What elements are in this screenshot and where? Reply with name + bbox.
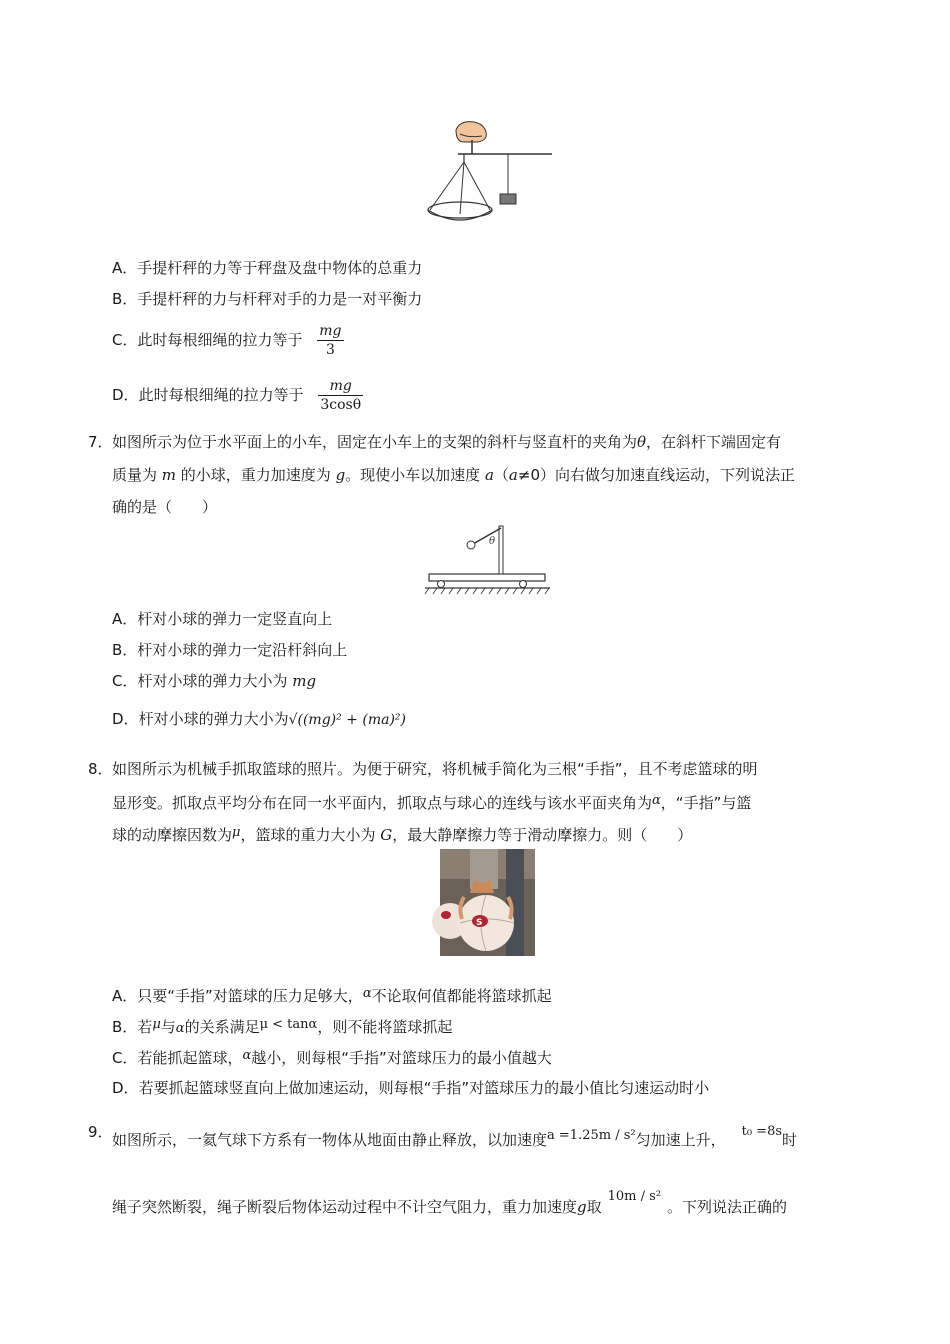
stem-text: ，在斜杆下端固定有 (646, 433, 782, 451)
option-text: 杆对小球的弹力一定沿杆斜向上 (137, 641, 348, 659)
mu-symbol: μ (232, 825, 241, 840)
option-label: D． (112, 1079, 139, 1097)
mass-symbol: m (161, 466, 177, 484)
option-label: B． (112, 1018, 138, 1036)
q8-option-b (112, 1014, 452, 1040)
theta-symbol: θ (637, 433, 647, 451)
stem-text: （ (493, 466, 509, 484)
robot-hand-basketball-photo (440, 849, 535, 956)
option-label: B． (112, 290, 138, 308)
option-text: 杆对小球的弹力一定竖直向上 (137, 610, 333, 628)
time-value: t₀ =8s (741, 1124, 783, 1139)
alpha-symbol: α (175, 1021, 185, 1036)
fraction (318, 377, 363, 414)
q7-stem-line1 (112, 431, 781, 453)
fraction (317, 322, 343, 359)
math-expression: μ < tanα (259, 1017, 318, 1032)
option-label: C． (112, 331, 138, 349)
accel-symbol: a (484, 466, 494, 484)
q9-line2 (112, 1186, 787, 1218)
stem-text: 取 (586, 1198, 602, 1216)
option-text: 的关系满足 (184, 1018, 260, 1036)
option-text: 手提杆秤的力与杆秤对手的力是一对平衡力 (137, 290, 423, 308)
option-text: ，则不能将篮球抓起 (317, 1018, 453, 1036)
q7-stem-line2 (112, 464, 795, 486)
option-text: 此时每根细绳的拉力等于 (138, 386, 304, 404)
stem-text: 。现使小车以加速度 (345, 466, 485, 484)
q7-option-a (112, 608, 332, 630)
q8-option-c (112, 1045, 552, 1069)
fraction-numerator: mg (329, 378, 352, 394)
option-text: 若要抓起篮球竖直向上做加速运动，则每根“手指”对篮球压力的最小值比匀速运动时小 (138, 1079, 710, 1097)
option-text: 越小，则每根“手指”对篮球压力的最小值越大 (251, 1049, 552, 1067)
q7-option-c (112, 670, 316, 692)
option-text: 不论取何值都能将篮球抓起 (371, 987, 552, 1005)
option-label: D． (112, 386, 139, 404)
q7-number: 7． (88, 433, 113, 451)
q7-option-d (112, 708, 406, 731)
mu-symbol: μ (152, 1017, 161, 1032)
stem-text: ，“手指”与篮 (660, 794, 752, 812)
stem-text: 的小球，重力加速度为 (176, 466, 336, 484)
gravity-symbol: g (577, 1198, 587, 1216)
stem-text: 如图所示为位于水平面上的小车，固定在小车上的支架的斜杆与竖直杆的夹角为 (112, 433, 638, 451)
stem-text: 。下列说法正确的 (667, 1198, 788, 1216)
weight-symbol: G (380, 826, 393, 844)
q6-option-a (112, 257, 422, 279)
theta-label: θ (489, 536, 496, 547)
option-text: 杆对小球的弹力大小为 (137, 672, 293, 690)
option-text: 手提杆秤的力等于秤盘及盘中物体的总重力 (137, 259, 423, 277)
q8-option-a (112, 983, 552, 1007)
stem-text: 匀加速上升， (635, 1131, 726, 1149)
q6-option-c (112, 320, 344, 360)
stem-text: 球的动摩擦因数为 (112, 826, 233, 844)
q6-option-d (112, 375, 363, 415)
option-label: C． (112, 672, 138, 690)
acceleration-value: a =1.25m / s² (547, 1128, 636, 1143)
gravity-value: 10m / s² (607, 1189, 662, 1204)
option-label: A． (112, 987, 138, 1005)
alpha-symbol: α (652, 793, 661, 808)
stem-text: 时 (782, 1131, 798, 1149)
stem-text: 质量为 (112, 466, 162, 484)
q9-number: 9． (88, 1123, 113, 1141)
q6-option-b (112, 288, 422, 310)
q8-option-d (112, 1077, 709, 1099)
q7-option-b (112, 639, 347, 661)
option-text: 若能抓起篮球， (137, 1049, 243, 1067)
q8-stem-line3 (112, 822, 692, 846)
stem-text: ≠0）向右做匀加速直线运动，下列说法正 (517, 466, 795, 484)
alpha-symbol: α (362, 986, 372, 1001)
option-text: 只要“手指”对篮球的压力足够大， (137, 987, 363, 1005)
option-text: 杆对小球的弹力大小为 (138, 710, 289, 728)
option-label: C． (112, 1049, 138, 1067)
fraction-denominator: 3cosθ (320, 397, 362, 413)
hand-icon (456, 122, 486, 142)
stem-text: ，篮球的重力大小为 (240, 826, 381, 844)
gravity-symbol: g (335, 466, 346, 484)
accel-symbol: a (508, 466, 518, 484)
q9-line1 (112, 1121, 797, 1151)
option-text: 若 (137, 1018, 153, 1036)
fraction-denominator: 3 (317, 340, 343, 359)
option-text: 此时每根细绳的拉力等于 (137, 331, 303, 349)
stem-text: 绳子突然断裂，绳子断裂后物体运动过程中不计空气阻力，重力加速度 (112, 1198, 578, 1216)
fraction-numerator: mg (319, 323, 342, 339)
option-label: D． (112, 710, 139, 728)
steelyard-figure (420, 118, 560, 228)
cart-figure (425, 522, 550, 597)
option-label: B． (112, 641, 138, 659)
q8-stem-line2 (112, 790, 751, 814)
q8-stem-line1: 如图所示为机械手抓取篮球的照片。为便于研究，将机械手简化为三根“手指”，且不考虑篮球的明 (112, 760, 758, 778)
photo-ball-letter: S (476, 918, 483, 928)
option-label: A． (112, 259, 138, 277)
q7-stem-line3: 确的是（ ） (112, 498, 218, 516)
option-label: A． (112, 610, 138, 628)
q8-number: 8． (88, 760, 113, 778)
stem-text: 如图所示，一氦气球下方系有一物体从地面由静止释放，以加速度 (112, 1131, 548, 1149)
stem-text: 显形变。抓取点平均分布在同一水平面内，抓取点与球心的连线与该水平面夹角为 (112, 794, 653, 812)
alpha-symbol: α (242, 1048, 252, 1063)
stem-text: ，最大静摩擦力等于滑动摩擦力。则（ ） (392, 826, 693, 844)
option-text: 与 (160, 1018, 176, 1036)
math-expression: mg (292, 672, 317, 690)
math-expression: √((mg)² + (ma)²) (288, 712, 406, 728)
